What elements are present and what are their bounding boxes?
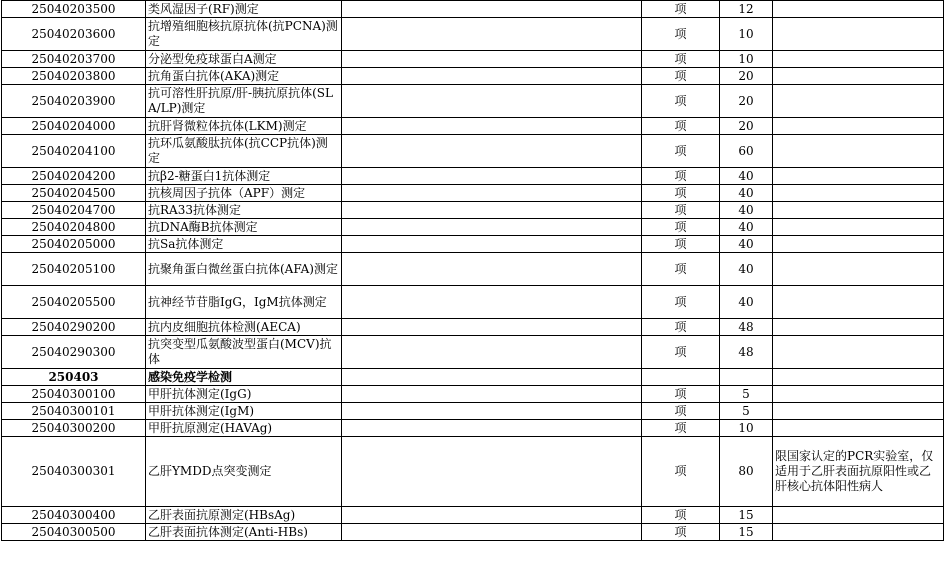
cell-unit: 项 xyxy=(642,135,720,168)
cell-unit: 项 xyxy=(642,236,720,253)
cell-name: 类风湿因子(RF)测定 xyxy=(146,1,342,18)
cell-unit: 项 xyxy=(642,18,720,51)
cell-code: 25040204700 xyxy=(2,202,146,219)
cell-unit: 项 xyxy=(642,403,720,420)
table-row xyxy=(2,386,944,403)
cell-name: 分泌型免疫球蛋白A测定 xyxy=(146,51,342,68)
cell-note xyxy=(773,253,944,286)
table-row xyxy=(2,202,944,219)
cell-note xyxy=(773,118,944,135)
cell-unit: 项 xyxy=(642,168,720,185)
cell-content xyxy=(342,185,642,202)
cell-unit: 项 xyxy=(642,437,720,507)
cell-content xyxy=(342,336,642,369)
cell-note xyxy=(773,68,944,85)
cell-content xyxy=(342,253,642,286)
cell-note xyxy=(773,202,944,219)
cell-price: 10 xyxy=(720,18,773,51)
cell-price: 5 xyxy=(720,403,773,420)
section-row xyxy=(2,369,944,386)
table-row xyxy=(2,253,944,286)
cell-unit: 项 xyxy=(642,286,720,319)
table-row xyxy=(2,168,944,185)
cell-note xyxy=(773,168,944,185)
table-row xyxy=(2,319,944,336)
cell-content xyxy=(342,202,642,219)
cell-name: 抗聚角蛋白微丝蛋白抗体(AFA)测定 xyxy=(146,253,342,286)
table-row xyxy=(2,437,944,507)
cell-content xyxy=(342,118,642,135)
table-row xyxy=(2,18,944,51)
cell-price: 20 xyxy=(720,68,773,85)
cell-content xyxy=(342,219,642,236)
cell-code: 25040205500 xyxy=(2,286,146,319)
cell-note xyxy=(773,524,944,541)
table-row xyxy=(2,51,944,68)
cell-price: 15 xyxy=(720,507,773,524)
cell-content xyxy=(342,18,642,51)
cell-unit: 项 xyxy=(642,85,720,118)
cell-price: 20 xyxy=(720,118,773,135)
cell-unit: 项 xyxy=(642,68,720,85)
cell-unit: 项 xyxy=(642,51,720,68)
cell-price: 40 xyxy=(720,286,773,319)
cell-note xyxy=(773,18,944,51)
cell-name: 感染免疫学检测 xyxy=(146,369,342,386)
cell-code: 25040204500 xyxy=(2,185,146,202)
table-row xyxy=(2,135,944,168)
cell-code: 25040290200 xyxy=(2,319,146,336)
table-row xyxy=(2,336,944,369)
cell-code: 25040203600 xyxy=(2,18,146,51)
cell-price: 40 xyxy=(720,185,773,202)
cell-note xyxy=(773,286,944,319)
cell-content xyxy=(342,51,642,68)
table-row xyxy=(2,236,944,253)
cell-note xyxy=(773,403,944,420)
cell-code: 25040300101 xyxy=(2,403,146,420)
cell-code: 25040300100 xyxy=(2,386,146,403)
cell-name: 乙肝表面抗体测定(Anti-HBs) xyxy=(146,524,342,541)
cell-note xyxy=(773,336,944,369)
cell-note xyxy=(773,1,944,18)
cell-name: 抗环瓜氨酸肽抗体(抗CCP抗体)测定 xyxy=(146,135,342,168)
cell-code: 250403 xyxy=(2,369,146,386)
cell-content xyxy=(342,369,642,386)
cell-code: 25040203800 xyxy=(2,68,146,85)
cell-name: 抗DNA酶B抗体测定 xyxy=(146,219,342,236)
cell-name: 甲肝抗体测定(IgG) xyxy=(146,386,342,403)
cell-code: 25040203500 xyxy=(2,1,146,18)
table-row xyxy=(2,219,944,236)
cell-price: 12 xyxy=(720,1,773,18)
cell-unit: 项 xyxy=(642,507,720,524)
cell-price: 40 xyxy=(720,219,773,236)
cell-price: 40 xyxy=(720,236,773,253)
cell-name: 抗突变型瓜氨酸波型蛋白(MCV)抗体 xyxy=(146,336,342,369)
cell-note xyxy=(773,507,944,524)
cell-note xyxy=(773,369,944,386)
cell-name: 乙肝YMDD点突变测定 xyxy=(146,437,342,507)
cell-content xyxy=(342,403,642,420)
cell-name: 抗肝肾微粒体抗体(LKM)测定 xyxy=(146,118,342,135)
cell-unit: 项 xyxy=(642,253,720,286)
cell-content xyxy=(342,437,642,507)
cell-price: 10 xyxy=(720,51,773,68)
cell-code: 25040203900 xyxy=(2,85,146,118)
cell-note xyxy=(773,420,944,437)
cell-unit: 项 xyxy=(642,420,720,437)
cell-code: 25040290300 xyxy=(2,336,146,369)
cell-content xyxy=(342,135,642,168)
cell-unit: 项 xyxy=(642,185,720,202)
cell-unit: 项 xyxy=(642,1,720,18)
cell-name: 抗β2-糖蛋白1抗体测定 xyxy=(146,168,342,185)
cell-price: 10 xyxy=(720,420,773,437)
table-row xyxy=(2,420,944,437)
cell-name: 抗可溶性肝抗原/肝-胰抗原抗体(SLA/LP)测定 xyxy=(146,85,342,118)
cell-code: 25040300301 xyxy=(2,437,146,507)
cell-price: 40 xyxy=(720,202,773,219)
table-row xyxy=(2,118,944,135)
cell-code: 25040203700 xyxy=(2,51,146,68)
table-row xyxy=(2,524,944,541)
cell-note xyxy=(773,51,944,68)
cell-price: 20 xyxy=(720,85,773,118)
cell-code: 25040204100 xyxy=(2,135,146,168)
table-row xyxy=(2,1,944,18)
cell-unit: 项 xyxy=(642,524,720,541)
cell-content xyxy=(342,1,642,18)
cell-name: 抗角蛋白抗体(AKA)测定 xyxy=(146,68,342,85)
cell-code: 25040204800 xyxy=(2,219,146,236)
cell-code: 25040205000 xyxy=(2,236,146,253)
cell-code: 25040300500 xyxy=(2,524,146,541)
cell-price: 40 xyxy=(720,253,773,286)
cell-note xyxy=(773,236,944,253)
table-row xyxy=(2,286,944,319)
cell-price xyxy=(720,369,773,386)
table-row xyxy=(2,185,944,202)
cell-price: 48 xyxy=(720,319,773,336)
price-table xyxy=(1,0,944,541)
cell-content xyxy=(342,85,642,118)
table-row xyxy=(2,403,944,420)
cell-name: 抗增殖细胞核抗原抗体(抗PCNA)测定 xyxy=(146,18,342,51)
cell-note xyxy=(773,135,944,168)
cell-unit xyxy=(642,369,720,386)
cell-content xyxy=(342,68,642,85)
cell-unit: 项 xyxy=(642,336,720,369)
cell-content xyxy=(342,236,642,253)
cell-code: 25040300400 xyxy=(2,507,146,524)
cell-content xyxy=(342,319,642,336)
cell-price: 40 xyxy=(720,168,773,185)
cell-name: 甲肝抗体测定(IgM) xyxy=(146,403,342,420)
cell-price: 60 xyxy=(720,135,773,168)
cell-name: 乙肝表面抗原测定(HBsAg) xyxy=(146,507,342,524)
table-row xyxy=(2,85,944,118)
cell-content xyxy=(342,168,642,185)
cell-unit: 项 xyxy=(642,219,720,236)
cell-code: 25040300200 xyxy=(2,420,146,437)
cell-note: 限国家认定的PCR实验室，仅适用于乙肝表面抗原阳性或乙肝核心抗体阳性病人 xyxy=(773,437,944,507)
cell-unit: 项 xyxy=(642,386,720,403)
cell-note xyxy=(773,319,944,336)
cell-unit: 项 xyxy=(642,202,720,219)
cell-code: 25040205100 xyxy=(2,253,146,286)
cell-name: 甲肝抗原测定(HAVAg) xyxy=(146,420,342,437)
cell-price: 48 xyxy=(720,336,773,369)
cell-unit: 项 xyxy=(642,319,720,336)
cell-content xyxy=(342,524,642,541)
cell-content xyxy=(342,386,642,403)
cell-price: 5 xyxy=(720,386,773,403)
cell-name: 抗核周因子抗体（APF）测定 xyxy=(146,185,342,202)
cell-note xyxy=(773,85,944,118)
cell-content xyxy=(342,507,642,524)
cell-code: 25040204200 xyxy=(2,168,146,185)
cell-name: 抗Sa抗体测定 xyxy=(146,236,342,253)
table-body xyxy=(2,1,944,541)
cell-name: 抗神经节苷脂IgG，IgM抗体测定 xyxy=(146,286,342,319)
cell-name: 抗RA33抗体测定 xyxy=(146,202,342,219)
table-row xyxy=(2,68,944,85)
cell-note xyxy=(773,386,944,403)
cell-note xyxy=(773,219,944,236)
cell-price: 80 xyxy=(720,437,773,507)
cell-unit: 项 xyxy=(642,118,720,135)
cell-name: 抗内皮细胞抗体检测(AECA) xyxy=(146,319,342,336)
cell-content xyxy=(342,286,642,319)
cell-content xyxy=(342,420,642,437)
table-row xyxy=(2,507,944,524)
cell-code: 25040204000 xyxy=(2,118,146,135)
cell-price: 15 xyxy=(720,524,773,541)
cell-note xyxy=(773,185,944,202)
